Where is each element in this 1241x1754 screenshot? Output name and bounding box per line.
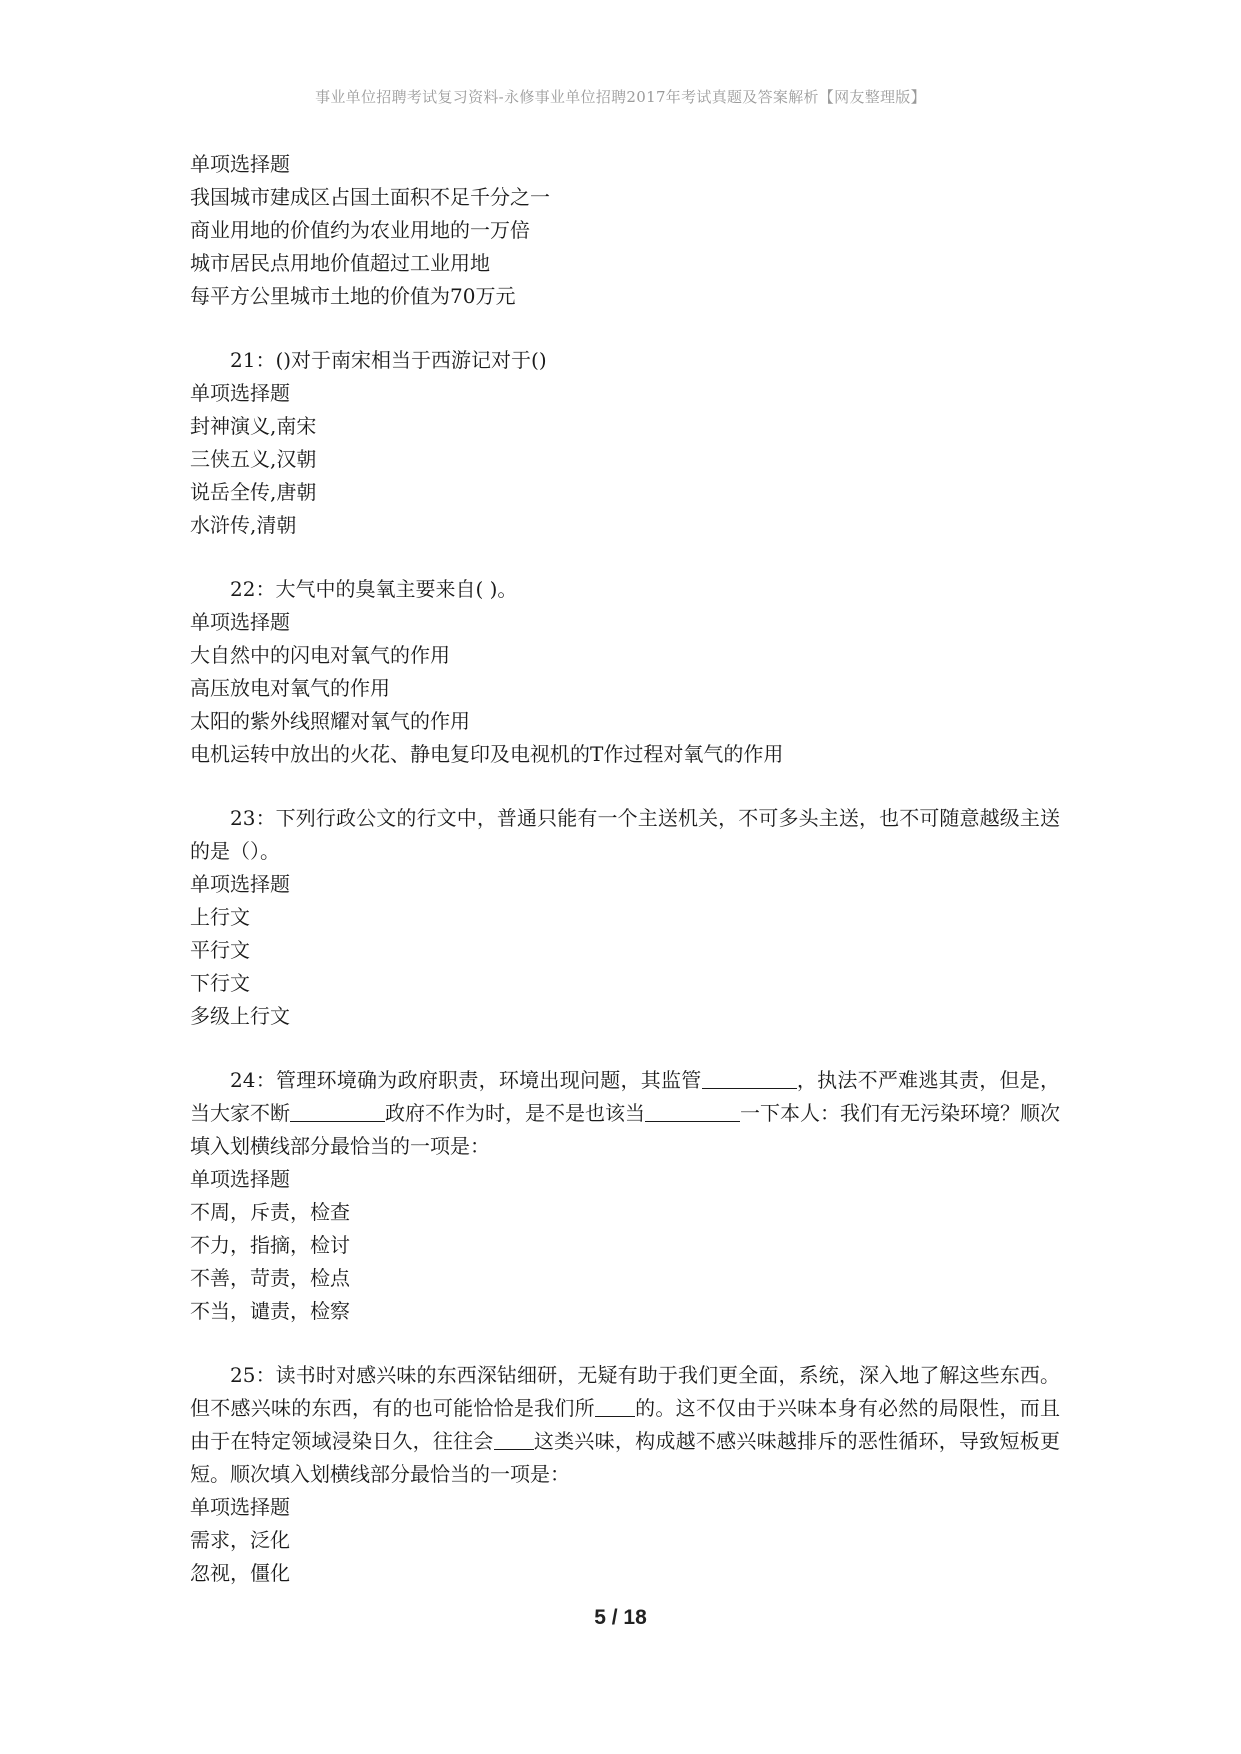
option: 不善，苛责，检点 — [190, 1266, 350, 1290]
option: 多级上行文 — [190, 1004, 290, 1028]
option: 城市居民点用地价值超过工业用地 — [190, 251, 490, 275]
stem-part: ，执法不严难逃其责，但是，当大家不断 — [190, 1068, 1061, 1125]
question-type: 单项选择题 — [190, 152, 290, 176]
option: 忽视，僵化 — [190, 1561, 290, 1585]
fill-blank — [645, 1103, 740, 1122]
option: 下行文 — [190, 971, 250, 995]
option: 太阳的紫外线照耀对氧气的作用 — [190, 709, 470, 733]
option: 平行文 — [190, 938, 250, 962]
document-body — [190, 148, 1060, 1621]
stem-part: 24：管理环境确为政府职责，环境出现问题，其监管 — [230, 1068, 702, 1092]
option: 水浒传,清朝 — [190, 513, 297, 537]
option: 封神演义,南宋 — [190, 414, 317, 438]
option: 大自然中的闪电对氧气的作用 — [190, 643, 450, 667]
question-stem — [190, 1359, 1060, 1491]
option: 我国城市建成区占国土面积不足千分之一 — [190, 185, 550, 209]
question-type: 单项选择题 — [190, 1167, 290, 1191]
fill-blank — [595, 1398, 635, 1417]
option: 每平方公里城市土地的价值为70万元 — [190, 284, 516, 308]
stem-part: 这类兴味，构成越不感兴味越排斥的恶性循环，导致短板更短。顺次填入划横线部分最恰当的一项是： — [190, 1429, 1061, 1486]
question-stem — [190, 1064, 1060, 1163]
stem-part: 一下本人：我们有无污染环境？顺次填入划横线部分最恰当的一项是： — [190, 1101, 1060, 1158]
question-stem: 21：()对于南宋相当于西游记对于() — [230, 348, 547, 372]
question-21 — [190, 344, 1060, 542]
question-stem: 23：下列行政公文的行文中，普通只能有一个主送机关，不可多头主送，也不可随意越级主送的是（）。 — [190, 806, 1060, 863]
fill-blank — [702, 1070, 797, 1089]
option: 不当，谴责，检察 — [190, 1299, 350, 1323]
page-header: 事业单位招聘考试复习资料-永修事业单位招聘2017年考试真题及答案解析【网友整理版】 — [315, 88, 926, 106]
stem-part: 25：读书时对感兴味的东西深钻细研，无疑有助于我们更全面，系统，深入地了解这些东西。但不感兴味的东西，有的也可能恰恰是我们所 — [190, 1363, 1060, 1420]
question-type: 单项选择题 — [190, 381, 290, 405]
option: 电机运转中放出的火花、静电复印及电视机的T作过程对氧气的作用 — [190, 742, 784, 766]
stem-part: 政府不作为时，是不是也该当 — [385, 1101, 645, 1125]
option: 商业用地的价值约为农业用地的一万倍 — [190, 218, 530, 242]
option: 说岳全传,唐朝 — [190, 480, 317, 504]
stem-part: 的。这不仅由于兴味本身有必然的局限性，而且由于在特定领域浸染日久，往往会 — [190, 1396, 1061, 1453]
question-20-remainder — [190, 148, 1060, 313]
question-22 — [190, 573, 1060, 771]
fill-blank — [494, 1431, 534, 1450]
option: 三侠五义,汉朝 — [190, 447, 317, 471]
question-24 — [190, 1064, 1060, 1328]
fill-blank — [290, 1103, 385, 1122]
option: 不力，指摘，检讨 — [190, 1233, 350, 1257]
option: 高压放电对氧气的作用 — [190, 676, 390, 700]
option: 上行文 — [190, 905, 250, 929]
question-stem: 22：大气中的臭氧主要来自( )。 — [230, 577, 518, 601]
question-25 — [190, 1359, 1060, 1590]
page-number: 5 / 18 — [594, 1606, 647, 1629]
question-type: 单项选择题 — [190, 1495, 290, 1519]
option: 需求，泛化 — [190, 1528, 290, 1552]
question-23 — [190, 802, 1060, 1033]
question-type: 单项选择题 — [190, 610, 290, 634]
option: 不周，斥责，检查 — [190, 1200, 350, 1224]
question-type: 单项选择题 — [190, 872, 290, 896]
